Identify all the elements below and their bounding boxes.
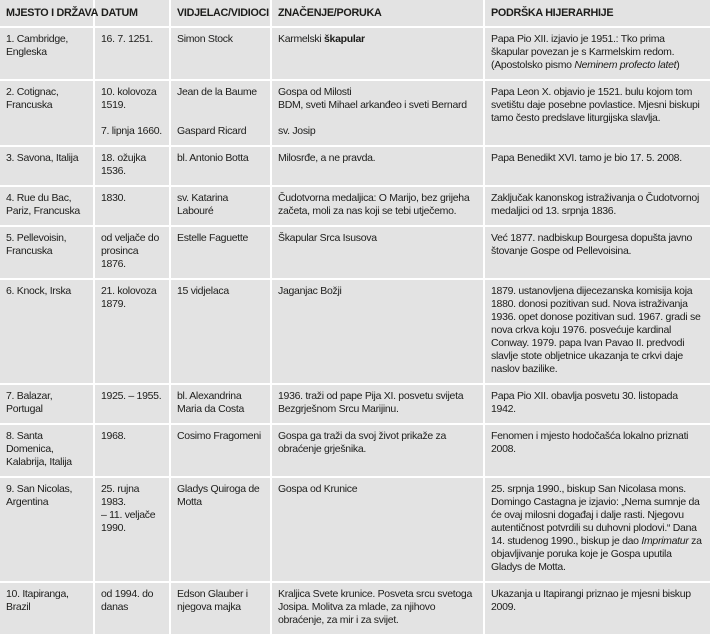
cell-place: 7. Balazar, Portugal	[0, 385, 93, 423]
table-row	[0, 385, 710, 423]
table-row	[0, 583, 710, 634]
header-row	[0, 0, 710, 26]
cell-support: Papa Pio XII. obavlja posvetu 30. listopada 1942.	[485, 385, 710, 423]
table-row	[0, 425, 710, 476]
col-header-place: MJESTO I DRŽAVA	[0, 0, 93, 26]
col-header-support: PODRŠKA HIJERARHIJE	[485, 0, 710, 26]
cell-place: 9. San Nicolas, Argentina	[0, 478, 93, 581]
table-row	[0, 280, 710, 383]
cell-meaning: Gospa ga traži da svoj život prikaže za obraćenje grješnika.	[272, 425, 483, 476]
cell-meaning: Škapular Srca Isusova	[272, 227, 483, 278]
cell-date: 1968.	[95, 425, 169, 476]
cell-seer: Simon Stock	[171, 28, 270, 79]
cell-seer: Gladys Quiroga de Motta	[171, 478, 270, 581]
cell-place: 4. Rue du Bac, Pariz, Francuska	[0, 187, 93, 225]
cell-support: Fenomen i mjesto hodočašća lokalno priznati 2008.	[485, 425, 710, 476]
cell-support: Već 1877. nadbiskup Bourgesa dopušta javno štovanje Gospe od Pellevoisina.	[485, 227, 710, 278]
cell-place: 6. Knock, Irska	[0, 280, 93, 383]
table-row	[0, 147, 710, 185]
table-row	[0, 478, 710, 581]
cell-place: 10. Itapiranga, Brazil	[0, 583, 93, 634]
cell-date: 25. rujna 1983. – 11. veljače 1990.	[95, 478, 169, 581]
cell-support: Zaključak kanonskog istraživanja o Čudotvornoj medaljici od 13. srpnja 1836.	[485, 187, 710, 225]
col-header-seer: VIDJELAC/VIDIOCI	[171, 0, 270, 26]
cell-place: 1. Cambridge, Engleska	[0, 28, 93, 79]
cell-seer: Jean de la Baume Gaspard Ricard	[171, 81, 270, 145]
cell-date: 10. kolovoza 1519. 7. lipnja 1660.	[95, 81, 169, 145]
cell-support: 25. srpnja 1990., biskup San Nicolasa mons. Domingo Castagna je izjavio: „Nema sumnje da će ovaj milosni događaj i dalje rasti. Njegovu autentičnost potvrdili su duhovni plodovi.“ Dana 14. studenog 1990., biskup je dao Imprimatur za objavljivanje poruka koje je Gospa uputila Gladys de Motta.	[485, 478, 710, 581]
cell-meaning: Gospa od Milosti BDM, sveti Mihael arkanđeo i sveti Bernard sv. Josip	[272, 81, 483, 145]
cell-seer: 15 vidjelaca	[171, 280, 270, 383]
table-row	[0, 187, 710, 225]
cell-place: 2. Cotignac, Francuska	[0, 81, 93, 145]
table-row	[0, 227, 710, 278]
cell-meaning: Milosrđe, a ne pravda.	[272, 147, 483, 185]
cell-seer: sv. Katarina Labouré	[171, 187, 270, 225]
cell-support: Ukazanja u Itapirangi priznao je mjesni biskup 2009.	[485, 583, 710, 634]
cell-seer: Cosimo Fragomeni	[171, 425, 270, 476]
cell-meaning: 1936. traži od pape Pija XI. posvetu svijeta Bezgrješnom Srcu Marijinu.	[272, 385, 483, 423]
cell-place: 3. Savona, Italija	[0, 147, 93, 185]
cell-date: od 1994. do danas	[95, 583, 169, 634]
cell-meaning: Karmelski škapular	[272, 28, 483, 79]
cell-support: Papa Leon X. objavio je 1521. bulu kojom tom svetištu daje posebne povlastice. Mjesni biskupi tamo često predslave liturgijska slavlja.	[485, 81, 710, 145]
cell-seer: Estelle Faguette	[171, 227, 270, 278]
cell-date: 16. 7. 1251.	[95, 28, 169, 79]
table-row	[0, 28, 710, 79]
cell-date: 21. kolovoza 1879.	[95, 280, 169, 383]
cell-seer: Edson Glauber i njegova majka	[171, 583, 270, 634]
table-row	[0, 81, 710, 145]
cell-date: 1925. – 1955.	[95, 385, 169, 423]
cell-meaning: Čudotvorna medaljica: O Marijo, bez grijeha začeta, moli za nas koji se tebi utječemo.	[272, 187, 483, 225]
cell-date: 18. ožujka 1536.	[95, 147, 169, 185]
cell-support: Papa Pio XII. izjavio je 1951.: Tko prima škapular povezan je s Karmelskim redom. (Apostolsko pismo Neminem profecto latet)	[485, 28, 710, 79]
cell-date: od veljače do prosinca 1876.	[95, 227, 169, 278]
cell-meaning: Gospa od Krunice	[272, 478, 483, 581]
col-header-date: DATUM	[95, 0, 169, 26]
cell-support: Papa Benedikt XVI. tamo je bio 17. 5. 2008.	[485, 147, 710, 185]
cell-place: 5. Pellevoisin, Francuska	[0, 227, 93, 278]
cell-meaning: Jaganjac Božji	[272, 280, 483, 383]
table-body	[0, 28, 710, 634]
cell-meaning: Kraljica Svete krunice. Posveta srcu svetoga Josipa. Molitva za mlade, za njihovo obraćenje, za mir i za svijet.	[272, 583, 483, 634]
cell-seer: bl. Antonio Botta	[171, 147, 270, 185]
cell-place: 8. Santa Domenica, Kalabrija, Italija	[0, 425, 93, 476]
cell-date: 1830.	[95, 187, 169, 225]
col-header-meaning: ZNAČENJE/PORUKA	[272, 0, 483, 26]
cell-support: 1879. ustanovljena dijecezanska komisija koja 1880. donosi pozitivan sud. Nova istraživanja 1936. opet donose pozitivan sud. 1967. gradi se nova crkva koju 1976. posvećuje kardinal Conway. 1979. papa Ivan Pavao II. predvodi slavlje stote obljetnice ukazanja te crkvi daje naslov bazilike.	[485, 280, 710, 383]
cell-seer: bl. Alexandrina Maria da Costa	[171, 385, 270, 423]
